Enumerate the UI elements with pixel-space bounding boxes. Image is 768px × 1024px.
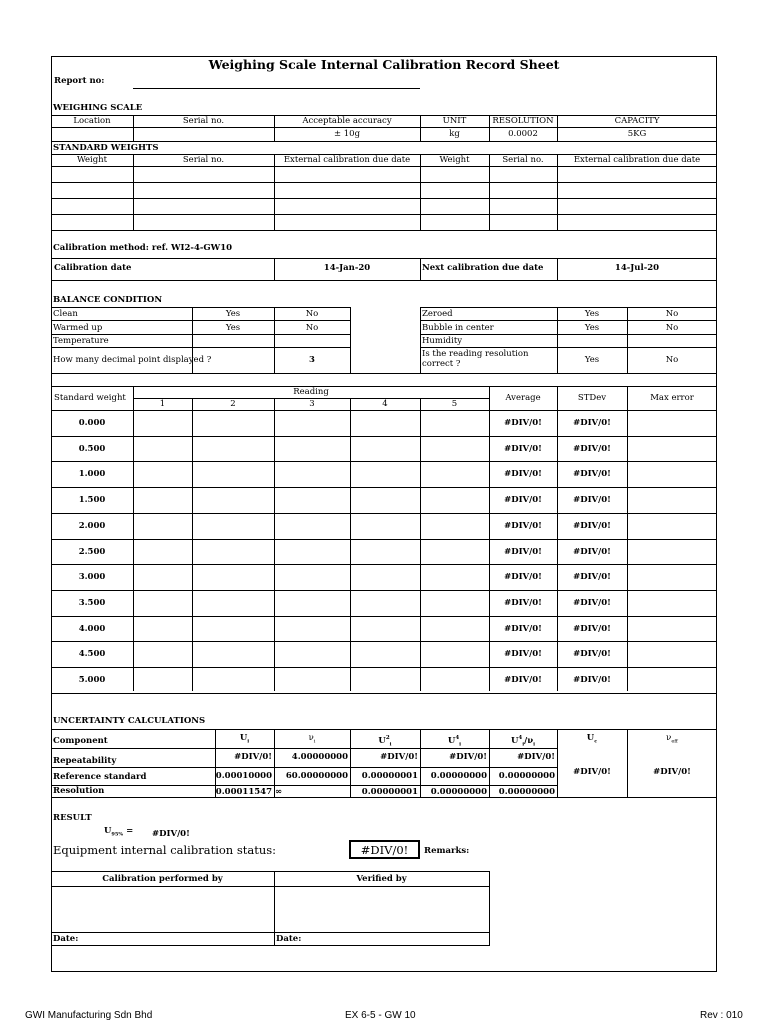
readings-stdev-header: STDev: [577, 393, 607, 403]
verified-date-label[interactable]: Date:: [276, 934, 302, 944]
reading-cell-4[interactable]: [351, 411, 420, 436]
readings-max-error-header: Max error: [650, 393, 694, 403]
bc-resolution-yes[interactable]: Yes: [584, 355, 600, 365]
reading-cell-3[interactable]: [275, 642, 350, 667]
reading-row-stdev: #DIV/0!: [573, 469, 611, 479]
uncertainty-ui-value: 0.00010000: [215, 771, 272, 781]
bc-decimal-value[interactable]: 3: [309, 355, 315, 365]
uncertainty-component-name: Resolution: [53, 786, 105, 796]
reading-row-weight: 0.500: [78, 444, 106, 454]
max-error-cell[interactable]: [628, 565, 717, 590]
uncertainty-component-name: Reference standard: [53, 772, 147, 782]
reading-cell-3[interactable]: [275, 591, 350, 616]
reading-row-weight: 2.500: [78, 547, 106, 557]
reading-cell-1[interactable]: [134, 437, 192, 461]
reading-cell-2[interactable]: [193, 514, 274, 539]
remarks-label[interactable]: Remarks:: [424, 846, 470, 856]
uc-header-ui4-vi: $U^4_i/\nu_i$: [510, 735, 536, 748]
readings-standard-weight-header: Standard weight: [54, 393, 126, 403]
reading-row-stdev: #DIV/0!: [573, 521, 611, 531]
u95-value: #DIV/0!: [152, 829, 190, 839]
ws-value-unit[interactable]: kg: [449, 129, 460, 139]
uncertainty-vi-value: 60.00000000: [285, 771, 348, 781]
reading-row-weight: 1.000: [78, 469, 106, 479]
reading-cell-4[interactable]: [351, 617, 420, 641]
uncertainty-ui2-value: 0.00000001: [361, 771, 418, 781]
reading-col-1: 1: [159, 399, 166, 409]
uc-component-header: Component: [53, 736, 108, 746]
bc-bubble-yes[interactable]: Yes: [584, 323, 600, 333]
reading-row-weight: 5.000: [78, 675, 106, 685]
reading-cell-4[interactable]: [351, 565, 420, 590]
bc-bubble-no[interactable]: No: [665, 323, 679, 333]
reading-cell-1[interactable]: [134, 565, 192, 590]
reading-cell-5[interactable]: [421, 591, 489, 616]
reading-cell-3[interactable]: [275, 565, 350, 590]
uc-header-ui: $U_i$: [239, 733, 250, 745]
reading-cell-2[interactable]: [193, 411, 274, 436]
reading-cell-2[interactable]: [193, 617, 274, 641]
uc-header-ui2: $U^2_i$: [378, 735, 392, 748]
ws-value-capacity[interactable]: 5KG: [627, 129, 647, 139]
bc-resolution-question-2: correct ?: [422, 359, 461, 369]
max-error-cell[interactable]: [628, 514, 717, 539]
sw-header-serial-2: Serial no.: [502, 155, 544, 165]
ws-header-capacity: CAPACITY: [614, 116, 660, 126]
bc-bubble-label: Bubble in center: [422, 323, 494, 333]
balance-condition-heading: BALANCE CONDITION: [53, 295, 163, 305]
uc-header-uc: $U_c$: [586, 733, 598, 745]
max-error-cell[interactable]: [628, 488, 717, 513]
reading-row-average: #DIV/0!: [504, 469, 542, 479]
uncertainty-heading: UNCERTAINTY CALCULATIONS: [53, 716, 206, 726]
reading-row-stdev: #DIV/0!: [573, 649, 611, 659]
reading-row-average: #DIV/0!: [504, 495, 542, 505]
uncertainty-ui4vi-value: 0.00000000: [498, 787, 555, 797]
bc-clean-yes[interactable]: Yes: [225, 309, 241, 319]
readings-reading-header: Reading: [293, 387, 329, 397]
reading-cell-4[interactable]: [351, 591, 420, 616]
max-error-cell[interactable]: [628, 642, 717, 667]
reading-cell-1[interactable]: [134, 488, 192, 513]
reading-row-weight: 4.500: [78, 649, 106, 659]
uc-header-ui4: $U^4_i$: [447, 735, 462, 748]
bc-zeroed-no[interactable]: No: [665, 309, 679, 319]
uncertainty-ui-value: #DIV/0!: [234, 752, 272, 762]
reading-row-average: #DIV/0!: [504, 418, 542, 428]
reading-row-average: #DIV/0!: [504, 547, 542, 557]
bc-zeroed-yes[interactable]: Yes: [584, 309, 600, 319]
bc-warmed-no[interactable]: No: [305, 323, 319, 333]
reading-cell-1[interactable]: [134, 642, 192, 667]
ws-header-unit: UNIT: [442, 116, 467, 126]
reading-row-average: #DIV/0!: [504, 598, 542, 608]
max-error-cell[interactable]: [628, 540, 717, 564]
uncertainty-ui4-value: 0.00000000: [430, 787, 487, 797]
reading-col-4: 4: [382, 399, 388, 409]
reading-cell-2[interactable]: [193, 668, 274, 693]
sw-header-due-date: External calibration due date: [283, 155, 411, 165]
reading-row-average: #DIV/0!: [504, 444, 542, 454]
uncertainty-ui4-value: #DIV/0!: [449, 752, 487, 762]
reading-cell-4[interactable]: [351, 488, 420, 513]
reading-row-stdev: #DIV/0!: [573, 675, 611, 685]
reading-row-weight: 0.000: [78, 418, 106, 428]
reading-cell-5[interactable]: [421, 540, 489, 564]
bc-resolution-question-1: Is the reading resolution: [422, 349, 529, 359]
reading-col-5: 5: [451, 399, 458, 409]
ws-header-location: Location: [73, 116, 111, 126]
reading-cell-1[interactable]: [134, 411, 192, 436]
bc-resolution-no[interactable]: No: [665, 355, 679, 365]
bc-clean-no[interactable]: No: [305, 309, 319, 319]
reading-col-2: 2: [230, 399, 236, 409]
uncertainty-ui4-value: 0.00000000: [430, 771, 487, 781]
reading-row-stdev: #DIV/0!: [573, 547, 611, 557]
reading-cell-4[interactable]: [351, 462, 420, 487]
reading-row-weight: 1.500: [78, 495, 106, 505]
ws-value-resolution[interactable]: 0.0002: [508, 129, 538, 139]
bc-warmed-label: Warmed up: [53, 323, 103, 333]
report-no-label: Report no:: [54, 76, 105, 86]
reading-cell-2[interactable]: [193, 540, 274, 564]
uncertainty-ui2-value: #DIV/0!: [380, 752, 418, 762]
next-due-value[interactable]: 14-Jul-20: [614, 263, 660, 273]
weighing-scale-heading: WEIGHING SCALE: [53, 103, 143, 113]
reading-cell-3[interactable]: [275, 668, 350, 693]
calibration-date-value[interactable]: 14-Jan-20: [323, 263, 371, 273]
reading-cell-2[interactable]: [193, 488, 274, 513]
page-title: Weighing Scale Internal Calibration Record Sheet: [208, 57, 560, 72]
ws-value-accuracy[interactable]: ± 10g: [333, 129, 361, 139]
reading-row-weight: 2.000: [78, 521, 106, 531]
reading-cell-5[interactable]: [421, 488, 489, 513]
reading-cell-1[interactable]: [134, 462, 192, 487]
reading-cell-5[interactable]: [421, 642, 489, 667]
reading-row-weight: 4.000: [78, 624, 106, 634]
reading-cell-3[interactable]: [275, 462, 350, 487]
result-heading: RESULT: [53, 813, 92, 823]
u95-label: $U_{95\%}$ =: [104, 826, 134, 838]
reading-row-average: #DIV/0!: [504, 675, 542, 685]
bc-warmed-yes[interactable]: Yes: [225, 323, 241, 333]
reading-cell-3[interactable]: [275, 488, 350, 513]
uncertainty-vi-value: ∞: [275, 787, 283, 797]
footer-rev: Rev : 010: [700, 1010, 743, 1021]
max-error-cell[interactable]: [628, 462, 717, 487]
uncertainty-ui4vi-value: 0.00000000: [498, 771, 555, 781]
sw-header-due-date-2: External calibration due date: [573, 155, 701, 165]
reading-cell-5[interactable]: [421, 565, 489, 590]
reading-cell-4[interactable]: [351, 668, 420, 693]
uncertainty-ui4vi-value: #DIV/0!: [517, 752, 555, 762]
reading-row-weight: 3.500: [78, 598, 106, 608]
max-error-cell[interactable]: [628, 617, 717, 641]
reading-cell-1[interactable]: [134, 514, 192, 539]
reading-cell-5[interactable]: [421, 668, 489, 693]
verified-by-header: Verified by: [356, 874, 407, 884]
reading-row-stdev: #DIV/0!: [573, 624, 611, 634]
reading-cell-3[interactable]: [275, 437, 350, 461]
reading-cell-5[interactable]: [421, 411, 489, 436]
calibration-date-label: Calibration date: [54, 263, 132, 273]
sw-header-serial: Serial no.: [182, 155, 225, 165]
sw-header-weight: Weight: [76, 155, 108, 165]
sw-header-weight-2: Weight: [439, 155, 470, 165]
reading-cell-1[interactable]: [134, 540, 192, 564]
bc-decimal-question: How many decimal point displayed ?: [53, 355, 212, 365]
reading-row-stdev: #DIV/0!: [573, 418, 611, 428]
next-due-label: Next calibration due date: [422, 263, 544, 273]
report-no-field[interactable]: [133, 88, 420, 89]
reading-cell-1[interactable]: [134, 617, 192, 641]
uncertainty-vi-value: 4.00000000: [291, 752, 348, 762]
uncertainty-component-name: Repeatability: [53, 756, 117, 766]
max-error-cell[interactable]: [628, 668, 717, 693]
reading-cell-2[interactable]: [193, 437, 274, 461]
reading-cell-4[interactable]: [351, 437, 420, 461]
reading-row-average: #DIV/0!: [504, 521, 542, 531]
max-error-cell[interactable]: [628, 411, 717, 436]
performed-date-label[interactable]: Date:: [53, 934, 79, 944]
reading-row-stdev: #DIV/0!: [573, 444, 611, 454]
max-error-cell[interactable]: [628, 591, 717, 616]
reading-row-average: #DIV/0!: [504, 572, 542, 582]
calibration-method: Calibration method: ref. WI2-4-GW10: [53, 243, 233, 253]
reading-row-weight: 3.000: [78, 572, 106, 582]
status-label: Equipment internal calibration status:: [53, 843, 277, 857]
reading-row-stdev: #DIV/0!: [573, 572, 611, 582]
uncertainty-ui2-value: 0.00000001: [361, 787, 418, 797]
performed-by-header: Calibration performed by: [102, 874, 223, 884]
footer-company: GWI Manufacturing Sdn Bhd: [25, 1010, 153, 1021]
reading-col-3: 3: [309, 399, 315, 409]
readings-average-header: Average: [505, 393, 541, 403]
ws-header-serial: Serial no.: [182, 116, 225, 126]
max-error-cell[interactable]: [628, 437, 717, 461]
bc-zeroed-label: Zeroed: [422, 309, 453, 319]
reading-cell-1[interactable]: [134, 591, 192, 616]
ws-header-resolution: RESOLUTION: [492, 116, 554, 126]
reading-cell-4[interactable]: [351, 642, 420, 667]
reading-row-stdev: #DIV/0!: [573, 598, 611, 608]
reading-row-average: #DIV/0!: [504, 624, 542, 634]
reading-cell-2[interactable]: [193, 642, 274, 667]
uc-value-veff: #DIV/0!: [653, 767, 691, 777]
reading-cell-2[interactable]: [193, 565, 274, 590]
reading-cell-2[interactable]: [193, 462, 274, 487]
bc-temperature-label: Temperature: [53, 336, 109, 346]
reading-cell-5[interactable]: [421, 514, 489, 539]
reading-cell-5[interactable]: [421, 462, 489, 487]
reading-cell-2[interactable]: [193, 591, 274, 616]
reading-row-average: #DIV/0!: [504, 649, 542, 659]
reading-cell-3[interactable]: [275, 540, 350, 564]
reading-cell-4[interactable]: [351, 514, 420, 539]
reading-cell-3[interactable]: [275, 411, 350, 436]
reading-cell-5[interactable]: [421, 617, 489, 641]
reading-row-stdev: #DIV/0!: [573, 495, 611, 505]
reading-cell-4[interactable]: [351, 540, 420, 564]
standard-weights-heading: STANDARD WEIGHTS: [53, 143, 159, 153]
reading-cell-3[interactable]: [275, 617, 350, 641]
uc-value-uc: #DIV/0!: [573, 767, 611, 777]
ws-header-accuracy: Acceptable accuracy: [302, 116, 392, 126]
reading-cell-1[interactable]: [134, 668, 192, 693]
bc-humidity-label: Humidity: [422, 336, 463, 346]
uc-header-veff: $\nu_{eff}$: [666, 733, 678, 745]
uncertainty-ui-value: 0.00011547: [215, 787, 272, 797]
reading-cell-3[interactable]: [275, 514, 350, 539]
uc-header-vi: $\nu_i$: [308, 733, 316, 745]
footer-doc-code: EX 6-5 - GW 10: [345, 1010, 416, 1021]
reading-cell-5[interactable]: [421, 437, 489, 461]
bc-clean-label: Clean: [53, 309, 78, 319]
status-value: #DIV/0!: [360, 843, 409, 857]
